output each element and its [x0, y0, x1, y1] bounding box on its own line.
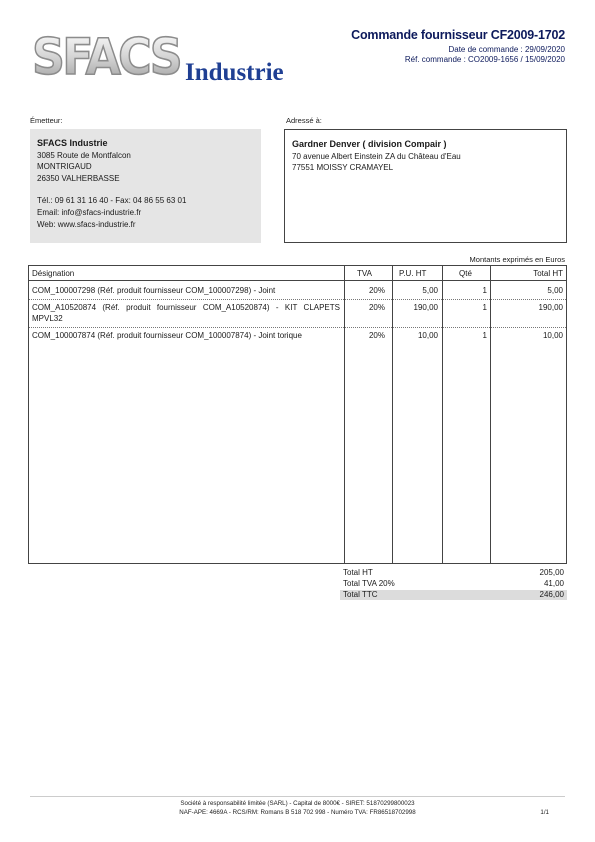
row-tva: 20%	[368, 331, 385, 340]
row-designation: COM_100007298 (Réf. produit fournisseur COM_100007298) - Joint	[32, 286, 276, 295]
sender-phone: Tél.: 09 61 31 16 40 - Fax: 04 86 55 63 01	[37, 196, 187, 206]
total-ttc-label: Total TTC	[343, 589, 378, 599]
row-total: 5,00	[547, 286, 563, 295]
row-qty: 1	[482, 303, 487, 312]
total-ht-value: 205,00	[539, 568, 564, 577]
row-separator	[29, 299, 566, 300]
footer-legal-line: NAF-APE: 4669A - RCS/RM: Romans B 518 702 998 - Numéro TVA: FR86518702998	[179, 809, 416, 816]
row-total: 190,00	[538, 303, 563, 312]
row-qty: 1	[482, 286, 487, 295]
row-tva: 20%	[368, 286, 385, 295]
total-ttc-value: 246,00	[539, 589, 564, 599]
totals-block	[340, 568, 567, 600]
header-designation: Désignation	[32, 269, 75, 278]
logo-mark: SFACS	[32, 30, 180, 86]
row-unit-price: 10,00	[417, 331, 438, 340]
footer-divider	[30, 796, 565, 797]
total-ht-row	[340, 568, 567, 579]
total-tva-label: Total TVA 20%	[343, 578, 395, 588]
row-tva: 20%	[368, 303, 385, 312]
order-reference: Réf. commande : CO2009-1656 / 15/09/2020	[404, 55, 565, 64]
sender-label: Émetteur:	[30, 116, 63, 125]
sender-address-line: 3085 Route de Montfalcon	[37, 150, 131, 160]
sender-box	[30, 129, 261, 243]
recipient-name: Gardner Denver ( division Compair )	[292, 139, 447, 149]
row-total: 10,00	[542, 331, 563, 340]
footer-legal-line: Société à responsabilité limitée (SARL) - Capital de 8000€ - SIRET: 51870299800023	[180, 800, 415, 807]
recipient-box	[284, 129, 567, 243]
header-qty: Qté	[459, 269, 472, 278]
table-row	[29, 331, 566, 343]
recipient-address-line: 70 avenue Albert Einstein ZA du Château d'Eau	[292, 151, 461, 161]
total-ht-label: Total HT	[343, 568, 373, 577]
row-qty: 1	[482, 331, 487, 340]
items-table	[28, 265, 567, 564]
row-designation: COM_100007874 (Réf. produit fournisseur COM_100007874) - Joint torique	[32, 331, 302, 340]
row-unit-price: 5,00	[422, 286, 438, 295]
document-title: Commande fournisseur CF2009-1702	[351, 28, 565, 42]
footer	[30, 799, 565, 817]
order-date: Date de commande : 29/09/2020	[448, 45, 565, 54]
sender-address-line: MONTRIGAUD	[37, 162, 92, 172]
currency-note: Montants exprimés en Euros	[469, 255, 565, 264]
sender-address-line: 26350 VALHERBASSE	[37, 173, 120, 183]
row-separator	[29, 327, 566, 328]
sender-email: Email: info@sfacs-industrie.fr	[37, 207, 142, 217]
document-header	[265, 28, 565, 65]
table-row	[29, 303, 566, 325]
sender-web: Web: www.sfacs-industrie.fr	[37, 219, 136, 229]
total-ttc-row	[340, 590, 567, 601]
recipient-label: Adressé à:	[286, 116, 322, 125]
header-unit-price: P.U. HT	[399, 269, 427, 278]
total-tva-row	[340, 579, 567, 590]
total-tva-value: 41,00	[543, 578, 564, 588]
table-row	[29, 286, 566, 298]
header-total: Total HT	[533, 269, 563, 278]
row-unit-price: 190,00	[413, 303, 438, 312]
sender-name: SFACS Industrie	[37, 138, 108, 148]
header-tva: TVA	[357, 269, 372, 278]
logo-subtext: Industrie	[185, 59, 284, 86]
recipient-address-line: 77551 MOISSY CRAMAYEL	[292, 163, 394, 173]
page-number: 1/1	[540, 809, 549, 816]
table-header	[29, 266, 566, 281]
row-designation: COM_A10520874 (Réf. produit fournisseur COM_A10520874) - KIT CLAPETS MPVL32	[32, 303, 340, 323]
